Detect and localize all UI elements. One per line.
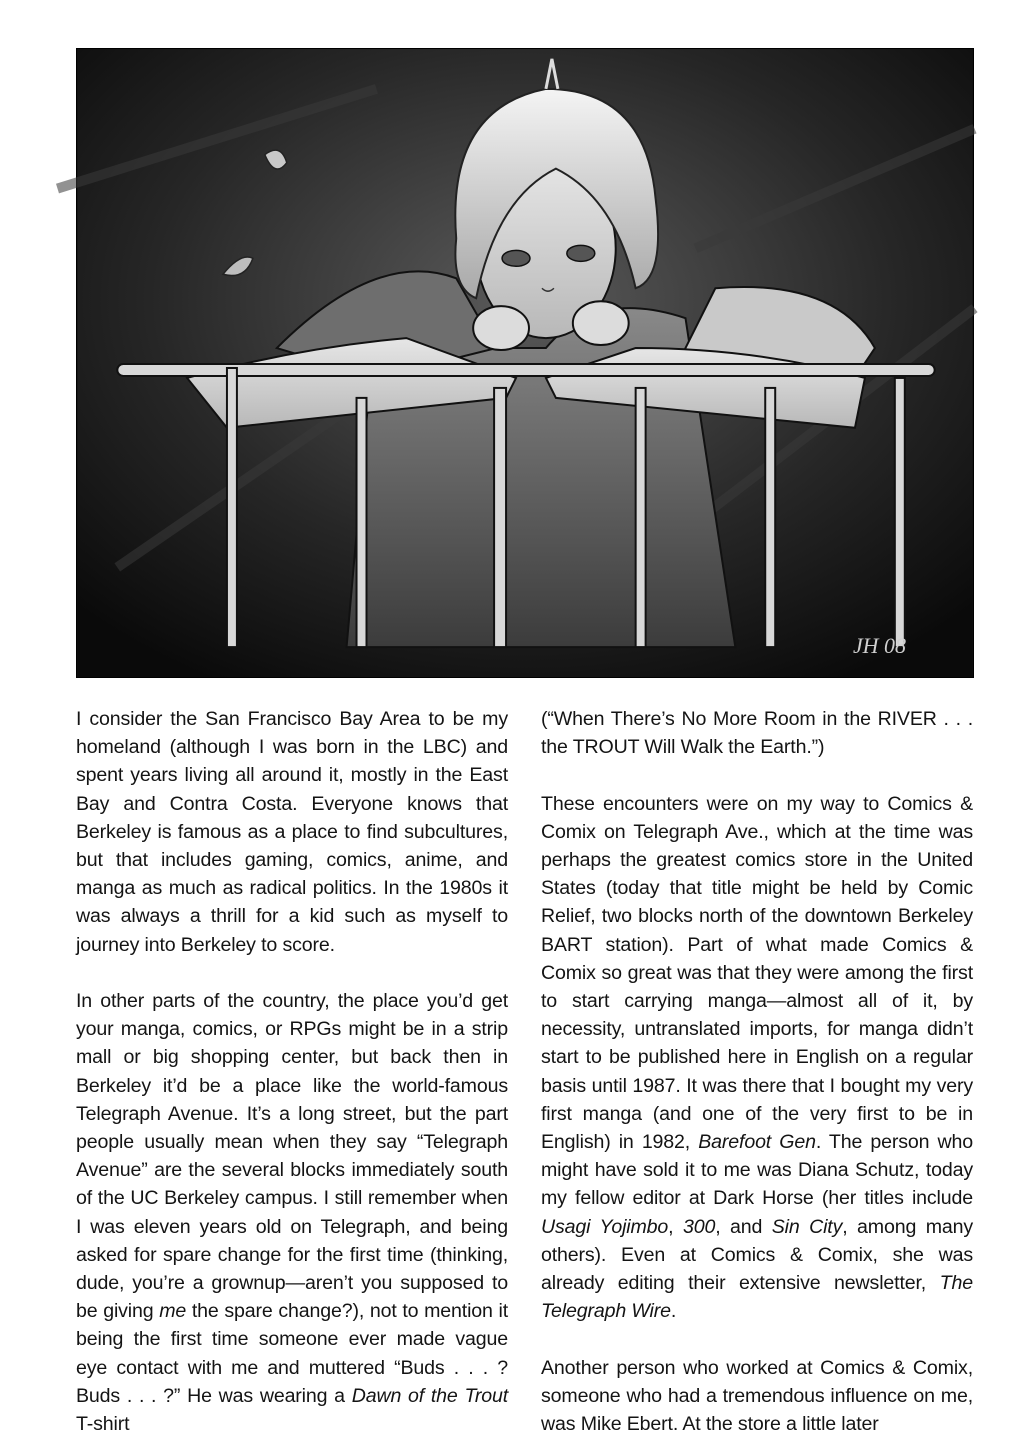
paragraph: I consider the San Francisco Bay Area to be my homeland (although I was born in the LBC) and spent years living all around it, mostly in the East Bay and Contra Costa. Everyone knows that Berkeley is famous as a place to find subcultures, but that includes gaming, comics, anime, and manga as much as radical politics. In the 1980s it was always a thrill for a kid such as myself to journey into Berkeley to score. xyxy=(76,708,508,956)
artist-signature: JH 08 xyxy=(852,633,906,659)
text-column-left xyxy=(76,705,508,1436)
paragraph: These encounters were on my way to Comics & Comix on Telegraph Ave., which at the time was perhaps the greatest comics store in the United States (today that title might be held by Comic Relief, two blocks north of the downtown Berkeley BART station). Part of what made Comics & Comix so great was that they were among the first to start carrying manga—almost all of it, by necessity, untranslated imports, for manga didn’t start to be published here in English on a regular basis until 1987. It was there that I bought my very first manga (and one of the very first to be in English) in 1982, Barefoot Gen. The person who might have sold it to me was Diana Schutz, today my fellow editor at Dark Horse (her titles include Usagi Yojimbo, 300, and Sin City, among many others). Even at Comics & Comix, she was already editing their extensive newsletter, The Telegraph Wire. xyxy=(541,792,974,1323)
text-column-right xyxy=(541,705,974,1436)
girl-on-railing-icon xyxy=(77,49,973,677)
manga-illustration xyxy=(76,48,974,678)
paragraph: (“When There’s No More Room in the RIVER . . . the TROUT Will Walk the Earth.”) xyxy=(541,708,973,759)
paragraph: Another person who worked at Comics & Comix, someone who had a tremendous influence on me, was Mike Ebert. At the store a little later xyxy=(541,1356,973,1436)
paragraph: In other parts of the country, the place you’d get your manga, comics, or RPGs might be in a strip mall or big shopping center, but back then in Berkeley it’d be a place like the world-famous Telegraph Avenue. It’s a long street, but the part people usually mean when they say “Telegraph Avenue” are the several blocks immediately south of the UC Berkeley campus. I still remember when I was eleven years old on Telegraph, and being asked for spare change for the first time (thinking, dude, you’re a grownup—aren’t you supposed to be giving me the spare change?), not to mention it being the first time someone ever made vague eye contact with me and muttered “Buds . . . ? Buds . . . ?” He was wearing a Dawn of the Trout T-shirt xyxy=(76,990,508,1436)
